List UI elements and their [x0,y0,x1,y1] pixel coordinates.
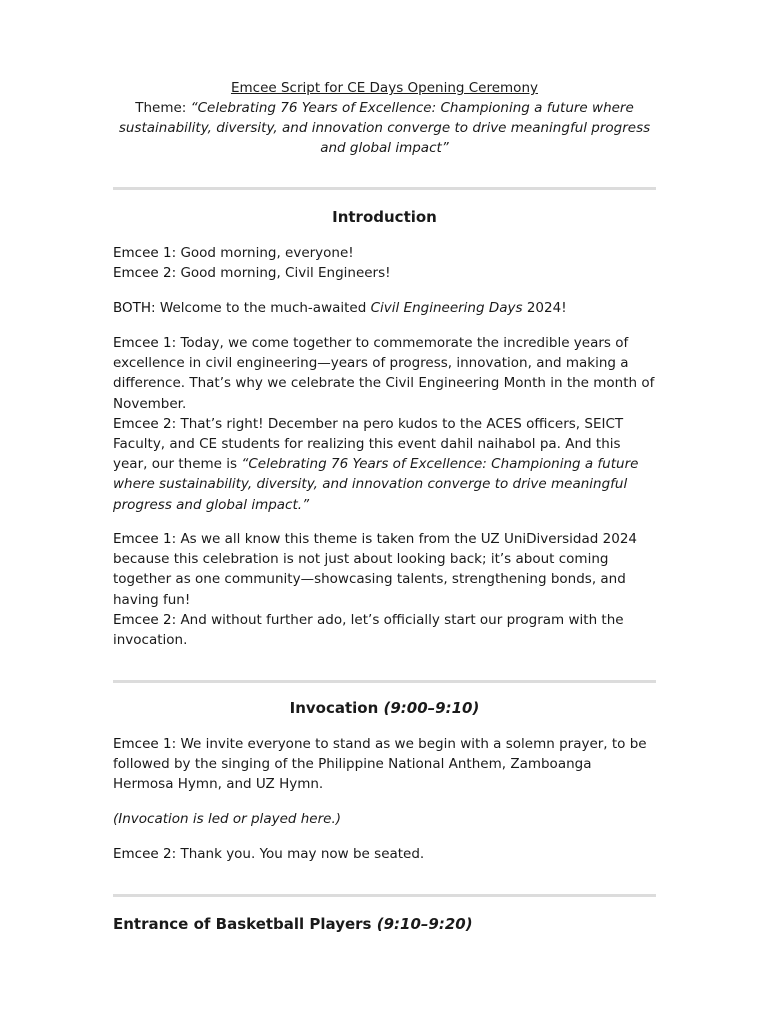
dialogue-text: Thank you. You may now be seated. [176,846,425,862]
speaker-label: Emcee 1: [113,335,177,351]
dialogue-text: Welcome to the much-awaited [155,300,371,316]
speaker-label: Emcee 2: [113,265,177,282]
document-header [113,78,656,158]
theme-line [113,98,656,158]
introduction-heading: Introduction [332,208,437,226]
speaker-label: Emcee 2: [113,846,177,862]
theme-label: Theme: [135,100,187,116]
invocation-time: (9:00–9:10) [383,699,480,717]
dialogue-text: 2024! [522,300,567,316]
dialogue-text: As we all know this theme is taken from the UZ UniDiversidad 2024 because this celebration is not just about looking back; it’s about coming together as one community—showcasing talents, strengthening bonds, and having fun! [113,531,637,608]
speaker-label: Emcee 1: [113,531,177,547]
speaker-label: Emcee 1: [113,736,177,752]
speaker-label: Emcee 2: [113,415,177,432]
dialogue-text: That’s right! December na pero kudos to the ACES officers, SEICT Faculty, and CE students for realizing this event dahil naihabol pa. And this year, our theme is [113,415,624,473]
both-welcome [113,298,656,318]
section-divider [113,894,656,897]
invocation-title: Invocation [289,699,379,717]
speaker-label: Emcee 1: [113,245,177,261]
section-divider [113,187,656,190]
theme-quote-inline: “Celebrating 76 Years of Excellence: Championing a future where sustainability, diversity, and innovation converge to drive meaningful progress and global impact.” [113,456,639,513]
intro-block-2 [113,529,656,650]
event-name: Civil Engineering Days [370,300,523,316]
dialogue-text: And without further ado, let’s officially start our program with the invocation. [113,611,624,649]
section-divider [113,680,656,683]
stage-direction: (Invocation is led or played here.) [113,811,342,827]
invocation-note [113,809,656,829]
speaker-label: BOTH: [113,300,156,316]
dialogue-text: Good morning, Civil Engineers! [176,265,391,282]
intro-greetings [113,243,656,283]
entrance-title: Entrance of Basketball Players [113,915,372,933]
theme-quote: “Celebrating 76 Years of Excellence: Championing a future where sustainability, diversity, and innovation converge to drive meaningful progress and global impact” [118,100,651,156]
dialogue-text: Today, we come together to commemorate the incredible years of excellence in civil engineering—years of progress, innovation, and making a difference. That’s why we celebrate the Civil Engineering Month in the month of November. [113,335,655,412]
invocation-heading [113,698,656,718]
intro-block-1 [113,333,656,515]
invocation-line-1 [113,734,656,795]
entrance-time: (9:10–9:20) [376,915,473,933]
speaker-label: Emcee 2: [113,611,177,628]
document-title: Emcee Script for CE Days Opening Ceremony [230,80,538,96]
invocation-line-2 [113,844,656,864]
entrance-heading [113,914,656,934]
dialogue-text: Good morning, everyone! [176,245,354,261]
dialogue-text: We invite everyone to stand as we begin with a solemn prayer, to be followed by the singing of the Philippine National Anthem, Zamboanga Hermosa Hymn, and UZ Hymn. [113,736,647,793]
